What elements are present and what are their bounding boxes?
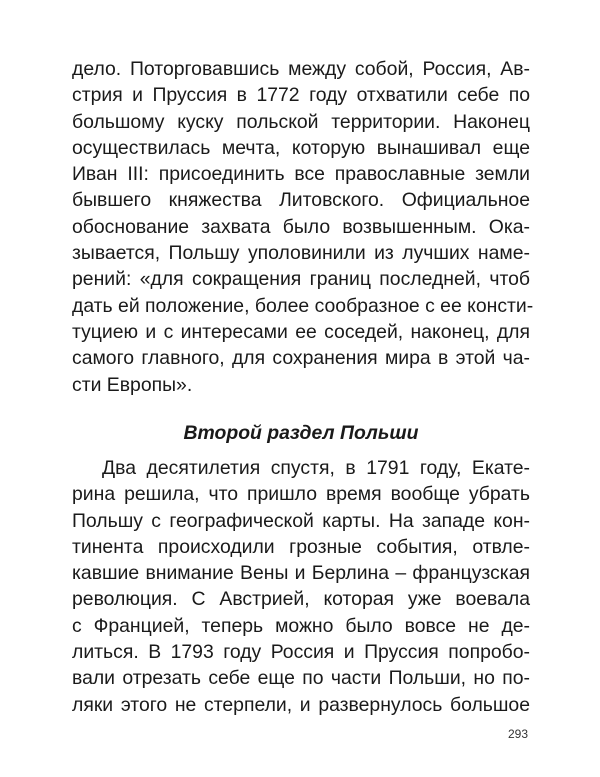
text-line: сти Европы». xyxy=(72,373,193,396)
text-line: кавшие внимание Вены и Берлина – французская xyxy=(72,562,530,585)
text-line: Польшу с географической карты. На западе кон- xyxy=(72,509,530,532)
text-line: тинента происходили грозные события, отвле- xyxy=(72,535,530,558)
text-line: рина решила, что пришло время вообще убрать xyxy=(72,483,530,506)
text-line: обоснование захвата было возвышенным. Ока- xyxy=(72,215,530,238)
text-line: ляки этого не стерпели, и развернулось большое xyxy=(72,693,530,716)
page-number: 293 xyxy=(507,727,528,741)
text-line: Два десятилетия спустя, в 1791 году, Екате- xyxy=(102,457,530,479)
text-line: литься. В 1793 году Россия и Пруссия попробо- xyxy=(72,641,530,664)
text-line: революция. С Австрией, которая уже воевала xyxy=(72,588,530,611)
text-line: бывшего княжества Литовского. Официальное xyxy=(72,189,530,212)
text-line: дело. Поторговавшись между собой, Россия, Ав- xyxy=(72,58,530,80)
text-line: с Францией, теперь можно было вовсе не де- xyxy=(72,614,530,637)
text-line: зывается, Польшу уполовинили из лучших наме- xyxy=(72,242,530,265)
paragraph-1 xyxy=(72,56,534,398)
text-line: туциею и с интересами ее соседей, наконец, для xyxy=(72,320,530,343)
text-line: дать ей положение, более сообразное с ее консти- xyxy=(72,294,534,317)
paragraph-2 xyxy=(72,455,530,718)
text-line: рений: «для сокращения границ последней, чтоб xyxy=(72,268,530,291)
text-line: самого главного, для сохранения мира в этой ча- xyxy=(72,347,530,370)
text-line: стрия и Пруссия в 1772 году отхватили себе по xyxy=(72,84,530,107)
text-line: большому куску польской территории. Наконец xyxy=(72,110,530,133)
text-line: вали отрезать себе еще по части Польши, но по- xyxy=(72,667,530,690)
text-line: Иван III: присоединить все православные земли xyxy=(72,163,530,186)
section-heading: Второй раздел Польши xyxy=(183,422,419,444)
text-line: осуществилась мечта, которую вынашивал еще xyxy=(72,136,530,159)
